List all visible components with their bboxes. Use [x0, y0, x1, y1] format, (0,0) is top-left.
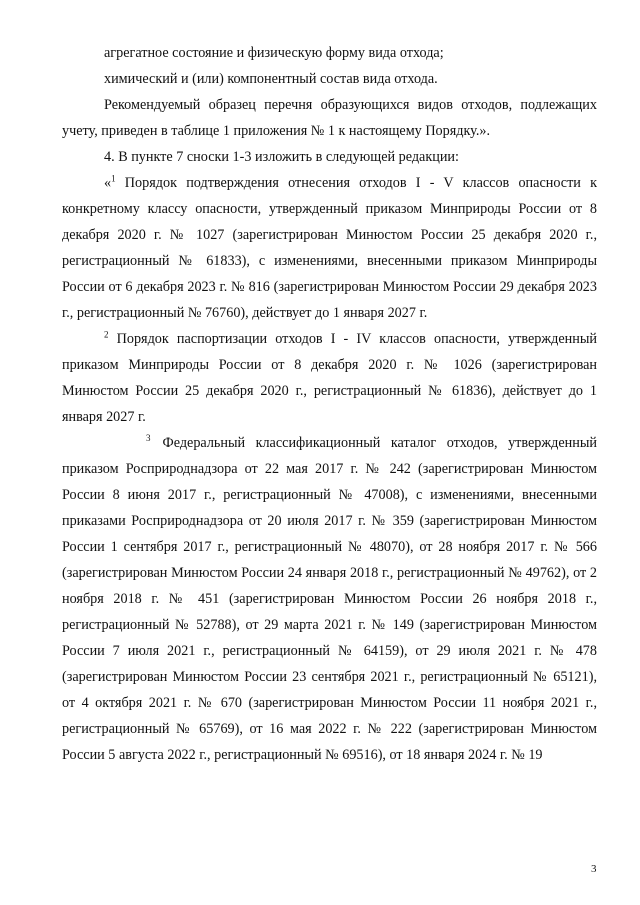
- paragraph-aggregate-state: агрегатное состояние и физическую форму вида отхода;: [104, 45, 444, 61]
- footnote-3: $^3$ Федеральный классификационный каталог отходов, утвержденный приказом Росприроднадзора от 22 мая 2017 г. № 242 (зарегистрирован Минюстом России 8 июня 2017 г., регистрационный № 47008), с изменениями, внесенными приказами Росприроднадзора от 20 июля 2017 г. № 359 (зарегистрирован Минюстом России 1 сентября 2017 г., регистрационный № 48070), от 28 ноября 2017 г. № 566 (зарегистрирован Минюстом России 24 января 2018 г., регистрационный № 49762), от 2 ноября 2018 г. № 451 (зарегистрирован Минюстом России 26 ноября 2018 г., регистрационный № 52788), от 29 марта 2021 г. № 149 (зарегистрирован Минюстом России 7 июля 2021 г., регистрационный № 64159), от 29 июля 2021 г. № 478 (зарегистрирован Минюстом России 23 сентября 2021 г., регистрационный № 65121), от 4 октября 2021 г. № 670 (зарегистрирован Минюстом России 11 ноября 2021 г., регистрационный № 65769), от 16 мая 2022 г. № 222 (зарегистрирован Минюстом России 5 августа 2022 г., регистрационный № 69516), от 18 января 2024 г. № 19: [62, 433, 597, 763]
- footnote-1: [62, 170, 597, 326]
- paragraph-recommended-sample: Рекомендуемый образец перечня образующихся видов отходов, подлежащих учету, приведен в таблице 1 приложения № 1 к настоящему Порядку.».: [62, 97, 597, 139]
- footnote-1-prefix: «: [104, 175, 112, 191]
- footnote-3-text: Федеральный классификационный каталог отходов, утвержденный приказом Росприроднадзора от 22 мая 2017 г. № 242 (зарегистрирован Минюстом России 8 июня 2017 г., регистрационный № 47008), с изменениями, внесенными приказами Росприроднадзора от 20 июля 2017 г. № 359 (зарегистрирован Минюстом России 1 сентября 2017 г., регистрационный № 48070), от 28 ноября 2017 г. № 566 (зарегистрирован Минюстом России 24 января 2018 г., регистрационный № 49762), от 2 ноября 2018 г. № 451 (зарегистрирован Минюстом России 26 ноября 2018 г., регистрационный № 52788), от 29 марта 2021 г. № 149 (зарегистрирован Минюстом России 7 июля 2021 г., регистрационный № 64159), от 29 июля 2021 г. № 478 (зарегистрирован Минюстом России 23 сентября 2021 г., регистрационный № 65121), от 4 октября 2021 г. № 670 (зарегистрирован Минюстом России 11 ноября 2021 г., регистрационный № 65769), от 16 мая 2022 г. № 222 (зарегистрирован Минюстом России 5 августа 2022 г., регистрационный № 69516), от 18 января 2024 г. № 19: [62, 435, 597, 763]
- footnote-2-text: Порядок паспортизации отходов I - IV классов опасности, утвержденный приказом Минприроды России от 8 декабря 2020 г. № 1026 (зарегистрирован Минюстом России 25 декабря 2020 г., регистрационный № 61836), действует до 1 января 2027 г.: [62, 331, 597, 425]
- footnote-1-text: Порядок подтверждения отнесения отходов I - V классов опасности к конкретному классу опасности, утвержденный приказом Минприроды России от 8 декабря 2020 г. № 1027 (зарегистрирован Минюстом России 25 декабря 2020 г., регистрационный № 61833), с изменениями, внесенными приказом Минприроды России от 6 декабря 2023 г. № 816 (зарегистрирован Минюстом России 29 декабря 2023 г., регистрационный № 76760), действует до 1 января 2027 г.: [62, 175, 597, 321]
- footnote-1-marker: 1: [111, 173, 116, 184]
- page-number: 3: [591, 863, 597, 875]
- paragraph-item-4: 4. В пункте 7 сноски 1-3 изложить в следующей редакции:: [104, 149, 459, 165]
- footnote-2: [62, 326, 597, 430]
- paragraph-chemical-composition: химический и (или) компонентный состав вида отхода.: [104, 71, 438, 87]
- footnote-2-marker: 2: [104, 329, 109, 340]
- document-page: [62, 40, 597, 768]
